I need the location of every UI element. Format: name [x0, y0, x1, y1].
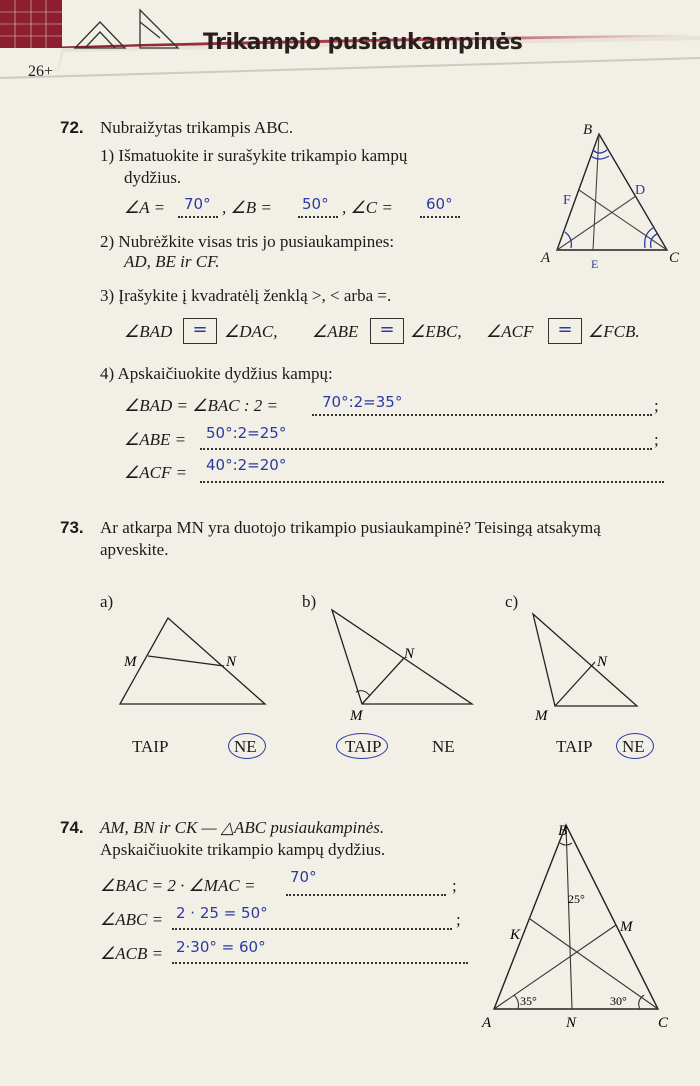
- problem-73-text: Ar atkarpa MN yra duotojo trikampio pusiaukampinė? Teisingą atsakymą: [100, 518, 601, 537]
- compare1-box[interactable]: =: [183, 318, 217, 344]
- problem-72-step4: 4) Apskaičiuokite dydžius kampų:: [100, 364, 333, 383]
- angle-b-value: 50°: [302, 195, 329, 213]
- answer-a-circle: [228, 733, 266, 759]
- eq72-1-label: ∠BAD = ∠BAC : 2 =: [124, 396, 278, 415]
- angle-c-value: 60°: [426, 195, 453, 213]
- angle-c-label: , ∠C =: [342, 198, 393, 217]
- svg-text:B: B: [583, 122, 593, 138]
- compare3-box[interactable]: =: [548, 318, 582, 344]
- answer-c-no[interactable]: NE: [622, 737, 645, 756]
- svg-text:30°: 30°: [610, 994, 627, 1008]
- svg-text:A: A: [482, 1015, 492, 1031]
- svg-text:B: B: [558, 823, 568, 839]
- eq72-2-line: [200, 448, 652, 450]
- eq72-1-answer: 70°:2=35°: [322, 393, 403, 411]
- svg-text:25°: 25°: [568, 892, 585, 906]
- svg-text:D: D: [635, 183, 646, 198]
- problem-72-intro: Nubraižytas trikampis ABC.: [100, 118, 294, 137]
- eq74-2-semicolon: ;: [456, 910, 461, 929]
- compare2-right: ∠EBC,: [410, 322, 462, 341]
- angle-a-value: 70°: [184, 195, 211, 213]
- angle-a-line: [178, 216, 218, 218]
- figure-a: [100, 608, 280, 718]
- angle-b-line: [298, 216, 338, 218]
- answer-b-no[interactable]: NE: [432, 737, 455, 756]
- eq72-1-semicolon: ;: [654, 396, 659, 415]
- eq74-3-answer: 2·30° = 60°: [176, 938, 266, 956]
- eq74-1-label: ∠BAC = 2 · ∠MAC =: [100, 876, 256, 895]
- answer-b-circle: [336, 733, 388, 759]
- eq74-3-label: ∠ACB =: [100, 944, 164, 963]
- eq74-3-line: [172, 962, 468, 964]
- eq74-2-label: ∠ABC =: [100, 910, 164, 929]
- problem-73-number: 73.: [60, 518, 84, 537]
- svg-text:A: A: [541, 250, 551, 266]
- triangle-abc-figure: [535, 120, 695, 270]
- eq72-2-answer: 50°:2=25°: [206, 424, 287, 442]
- answer-b-yes[interactable]: TAIP: [345, 737, 382, 756]
- problem-72-step1: 1) Išmatuokite ir surašykite trikampio kampų: [100, 146, 408, 165]
- svg-text:K: K: [510, 927, 521, 943]
- eq74-2-answer: 2 · 25 = 50°: [176, 904, 268, 922]
- problem-72-step1b: dydžius.: [124, 168, 182, 187]
- compare1-left: ∠BAD: [124, 322, 173, 341]
- figure-b-label: b): [302, 592, 317, 611]
- problem-72-number: 72.: [60, 118, 84, 137]
- eq72-3-label: ∠ACF =: [124, 463, 188, 482]
- svg-text:N: N: [226, 654, 237, 670]
- page-number: 26+: [28, 63, 54, 80]
- angle-c-line: [420, 216, 460, 218]
- answer-c-yes[interactable]: TAIP: [556, 737, 593, 756]
- svg-text:N: N: [404, 646, 415, 662]
- eq72-3-line: [200, 481, 664, 483]
- problem-72-step2b: AD, BE ir CF.: [124, 252, 220, 271]
- problem-73-text2: apveskite.: [100, 540, 169, 559]
- eq74-1-semicolon: ;: [452, 876, 457, 895]
- answer-a-no[interactable]: NE: [234, 737, 257, 756]
- svg-text:M: M: [535, 708, 548, 720]
- svg-text:N: N: [566, 1015, 577, 1031]
- problem-74-text2: Apskaičiuokite trikampio kampų dydžius.: [100, 840, 386, 859]
- chapter-title: Trikampio pusiaukampinės: [203, 30, 523, 55]
- compare3-left: ∠ACF: [486, 322, 534, 341]
- figure-a-label: a): [100, 592, 114, 611]
- svg-text:E: E: [591, 257, 599, 270]
- svg-text:M: M: [620, 919, 633, 935]
- problem-72-step3: 3) Įrašykite į kvadratėlį ženklą >, < arba =.: [100, 286, 392, 305]
- problem-74-number: 74.: [60, 818, 84, 837]
- problem-74-text: AM, BN ir CK — △ABC pusiaukampinės.: [100, 818, 385, 837]
- figure-c-label: c): [505, 592, 519, 611]
- eq72-1-line: [312, 414, 652, 416]
- answer-a-yes[interactable]: TAIP: [132, 737, 169, 756]
- compare2-left: ∠ABE: [312, 322, 359, 341]
- svg-text:M: M: [124, 654, 137, 670]
- eq74-1-answer: 70°: [290, 868, 317, 886]
- svg-text:N: N: [597, 654, 608, 670]
- angle-b-label: , ∠B =: [222, 198, 272, 217]
- svg-text:F: F: [563, 193, 571, 208]
- figure-c: [525, 610, 645, 720]
- eq72-3-answer: 40°:2=20°: [206, 456, 287, 474]
- compare3-right: ∠FCB.: [588, 322, 640, 341]
- answer-c-circle: [616, 733, 654, 759]
- svg-text:C: C: [669, 250, 680, 266]
- triangle-74-figure: [480, 815, 680, 1035]
- eq72-2-semicolon: ;: [654, 430, 659, 449]
- problem-72-step2: 2) Nubrėžkite visas tris jo pusiaukampines:: [100, 232, 395, 251]
- svg-text:M: M: [350, 708, 363, 720]
- compare2-box[interactable]: =: [370, 318, 404, 344]
- compare1-right: ∠DAC,: [224, 322, 278, 341]
- eq74-1-line: [286, 894, 446, 896]
- svg-text:C: C: [658, 1015, 669, 1031]
- eq74-2-line: [172, 928, 452, 930]
- figure-b: [320, 600, 500, 720]
- angle-a-label: ∠A =: [124, 198, 166, 217]
- eq72-2-label: ∠ABE =: [124, 430, 187, 449]
- svg-text:35°: 35°: [520, 994, 537, 1008]
